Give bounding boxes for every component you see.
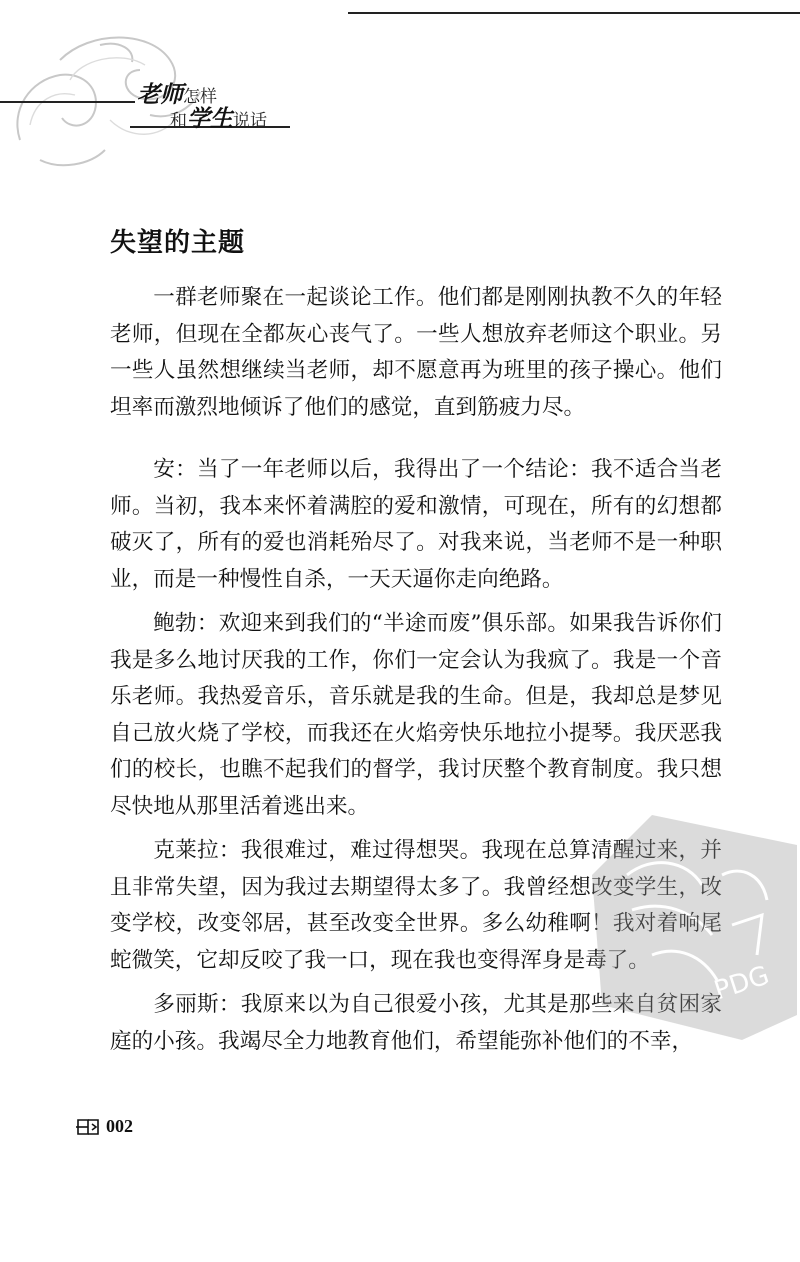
header-title-part-1: 老师 [137, 82, 183, 108]
top-rule [348, 12, 800, 14]
header-title-part-5: 说话 [233, 111, 267, 131]
page-number: 002 [106, 1116, 133, 1136]
dialogue-paragraph-an: 安：当了一年老师以后，我得出了一个结论：我不适合当老师。当初，我本来怀着满腔的爱和激情，可现在，所有的幻想都破灭了，所有的爱也消耗殆尽了。对我来说，当老师不是一种职业，而是一种慢性自杀，一天天逼你走向绝路。 [110, 457, 722, 592]
header-title-part-4: 学生 [187, 106, 233, 132]
intro-paragraph: 一群老师聚在一起谈论工作。他们都是刚刚执教不久的年轻老师，但现在全都灰心丧气了。一些人想放弃老师这个职业。另一些人虽然想继续当老师，却不愿意再为班里的孩子操心。他们坦率而激烈地倾诉了他们的感觉，直到筋疲力尽。 [110, 285, 722, 420]
dialogue-paragraph-clara: 克莱拉：我很难过，难过得想哭。我现在总算清醒过来，并且非常失望，因为我过去期望得太多了。我曾经想改变学生，改变学校，改变邻居，甚至改变全世界。多么幼稚啊！我对着响尾蛇微笑，它却反咬了我一口，现在我也变得浑身是毒了。 [110, 838, 722, 973]
book-icon [76, 1117, 102, 1137]
page-footer [76, 1116, 133, 1137]
watermark-text: PDG [710, 960, 774, 1007]
dialogue-paragraph-bob: 鲍勃：欢迎来到我们的“半途而废”俱乐部。如果我告诉你们我是多么地讨厌我的工作，你们一定会认为我疯了。我是一个音乐老师。我热爱音乐，音乐就是我的生命。但是，我却总是梦见自己放火烧了学校，而我还在火焰旁快乐地拉小提琴。我厌恶我们的校长，也瞧不起我们的督学，我讨厌整个教育制度。我只想尽快地从那里活着逃出来。 [110, 611, 722, 819]
header-rule-upper [0, 101, 135, 103]
header-title-part-2: 怎样 [183, 87, 217, 107]
header-title-part-3: 和 [170, 111, 187, 131]
pdg-watermark-stamp-icon [592, 815, 797, 1040]
dialogue-paragraph-doris: 多丽斯：我原来以为自己很爱小孩，尤其是那些来自贫困家庭的小孩。我竭尽全力地教育他们，希望能弥补他们的不幸， [110, 992, 722, 1054]
section-title: 失望的主题 [110, 228, 246, 258]
header-title-line-2 [170, 100, 267, 133]
